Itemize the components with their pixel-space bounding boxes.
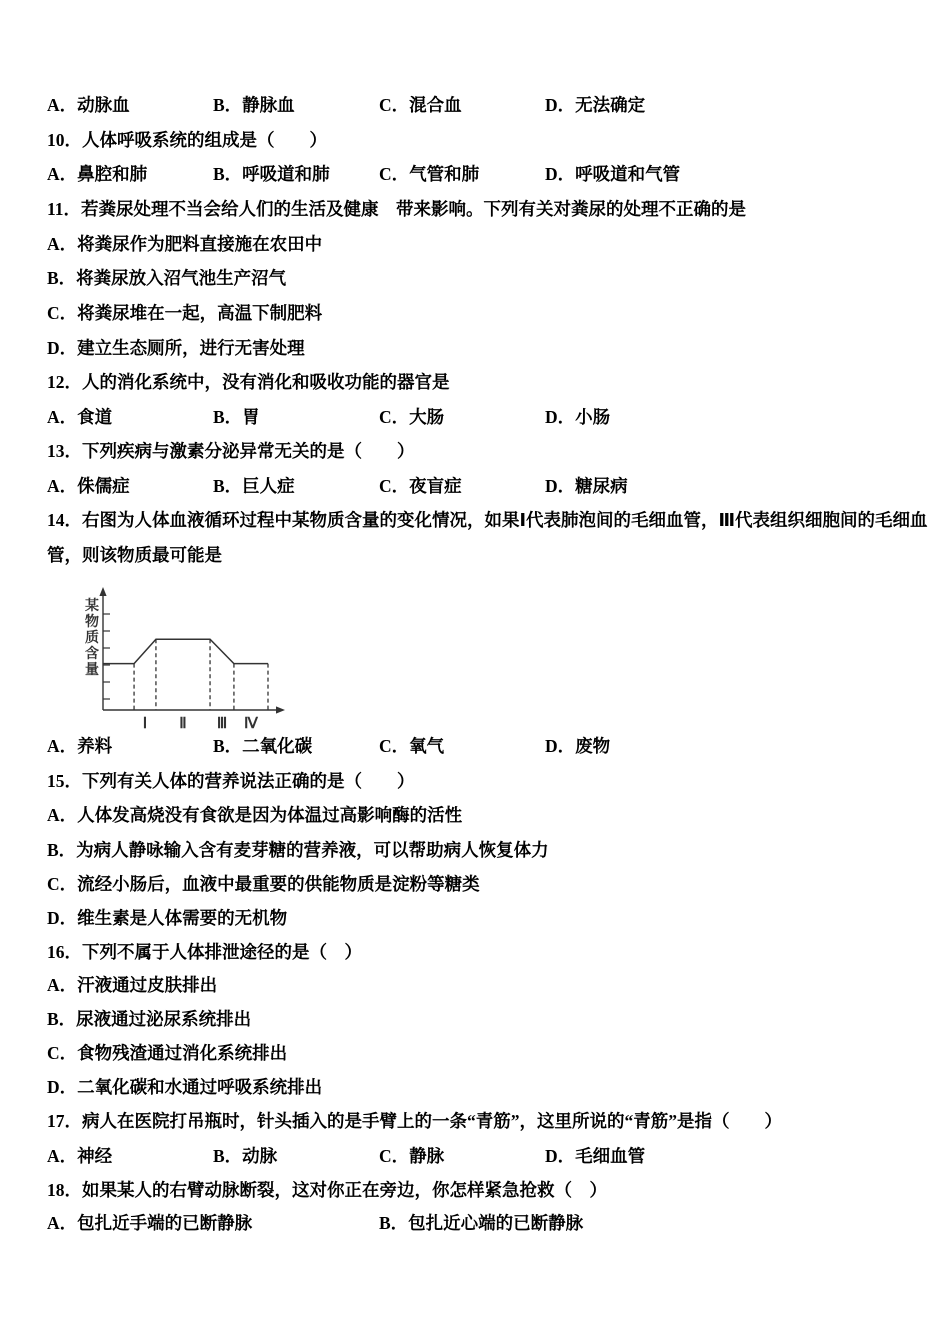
- q17-option-b: B．动脉: [213, 1146, 278, 1166]
- q11-option-b: B．将粪尿放入沼气池生产沼气: [47, 268, 287, 288]
- q10-option-d: D．呼吸道和气管: [545, 164, 681, 184]
- q12-stem: 12．人的消化系统中，没有消化和吸收功能的器官是: [47, 372, 450, 392]
- q15-option-c: C．流经小肠后，血液中最重要的供能物质是淀粉等糖类: [47, 874, 480, 894]
- q16-option-b: B．尿液通过泌尿系统排出: [47, 1009, 252, 1029]
- q9-option-b: B．静脉血: [213, 95, 295, 115]
- svg-text:Ⅰ: Ⅰ: [142, 715, 148, 732]
- line-chart-svg: [80, 584, 295, 736]
- q14-stem-line2: 管，则该物质最可能是: [47, 545, 222, 565]
- q17-option-a: A．神经: [47, 1146, 113, 1166]
- q12-option-c: C．大肠: [379, 407, 445, 427]
- q14-option-c: C．氧气: [379, 736, 445, 756]
- q9-option-d: D．无法确定: [545, 95, 646, 115]
- q15-option-d: D．维生素是人体需要的无机物: [47, 908, 288, 928]
- q18-stem: 18．如果某人的右臂动脉断裂，这对你正在旁边，你怎样紧急抢救（ ）: [47, 1180, 607, 1200]
- q16-stem: 16．下列不属于人体排泄途径的是（ ）: [47, 942, 362, 962]
- svg-text:Ⅱ: Ⅱ: [179, 715, 187, 732]
- q16-option-c: C．食物残渣通过消化系统排出: [47, 1043, 288, 1063]
- q14-stem-line1: 14．右图为人体血液循环过程中某物质含量的变化情况，如果Ⅰ代表肺泡间的毛细血管，Ⅲ代表组织细胞间的毛细血: [47, 510, 928, 530]
- q13-stem: 13．下列疾病与激素分泌异常无关的是（ ）: [47, 441, 415, 461]
- q13-option-c: C．夜盲症: [379, 476, 462, 496]
- q10-option-c: C．气管和肺: [379, 164, 480, 184]
- q14-substance-content-chart: [80, 584, 295, 736]
- svg-text:含: 含: [85, 646, 99, 662]
- q14-option-d: D．废物: [545, 736, 611, 756]
- q17-option-d: D．毛细血管: [545, 1146, 646, 1166]
- q13-option-a: A．侏儒症: [47, 476, 130, 496]
- q12-option-a: A．食道: [47, 407, 113, 427]
- q18-option-a: A．包扎近手端的已断静脉: [47, 1213, 253, 1233]
- q11-option-d: D．建立生态厕所，进行无害处理: [47, 338, 305, 358]
- q14-option-b: B．二氧化碳: [213, 736, 313, 756]
- q11-option-a: A．将粪尿作为肥料直接施在农田中: [47, 234, 323, 254]
- q16-option-d: D．二氧化碳和水通过呼吸系统排出: [47, 1077, 323, 1097]
- svg-text:Ⅲ: Ⅲ: [216, 715, 228, 732]
- q17-option-c: C．静脉: [379, 1146, 445, 1166]
- q18-option-b: B．包扎近心端的已断静脉: [379, 1213, 584, 1233]
- q13-option-b: B．巨人症: [213, 476, 295, 496]
- q14-option-a: A．养料: [47, 736, 113, 756]
- q16-option-a: A．汗液通过皮肤排出: [47, 975, 218, 995]
- q13-option-d: D．糖尿病: [545, 476, 628, 496]
- q11-option-c: C．将粪尿堆在一起，高温下制肥料: [47, 303, 323, 323]
- q11-stem: 11．若粪尿处理不当会给人们的生活及健康 带来影响。下列有关对粪尿的处理不正确的是: [47, 199, 747, 219]
- svg-text:物: 物: [85, 614, 99, 630]
- q9-option-c: C．混合血: [379, 95, 462, 115]
- q15-stem: 15．下列有关人体的营养说法正确的是（ ）: [47, 771, 415, 791]
- q15-option-a: A．人体发高烧没有食欲是因为体温过高影响酶的活性: [47, 805, 463, 825]
- q9-option-a: A．动脉血: [47, 95, 130, 115]
- q10-option-a: A．鼻腔和肺: [47, 164, 148, 184]
- q12-option-d: D．小肠: [545, 407, 611, 427]
- svg-text:某: 某: [85, 598, 99, 614]
- q10-stem: 10．人体呼吸系统的组成是（ ）: [47, 130, 327, 150]
- svg-text:Ⅳ: Ⅳ: [244, 715, 258, 732]
- q17-stem: 17．病人在医院打吊瓶时，针头插入的是手臂上的一条“青筋”，这里所说的“青筋”是指（ ）: [47, 1111, 782, 1131]
- svg-text:质: 质: [85, 630, 99, 646]
- svg-text:量: 量: [85, 662, 99, 678]
- q10-option-b: B．呼吸道和肺: [213, 164, 330, 184]
- q15-option-b: B．为病人静咏输入含有麦芽糖的营养液，可以帮助病人恢复体力: [47, 840, 549, 860]
- q12-option-b: B．胃: [213, 407, 260, 427]
